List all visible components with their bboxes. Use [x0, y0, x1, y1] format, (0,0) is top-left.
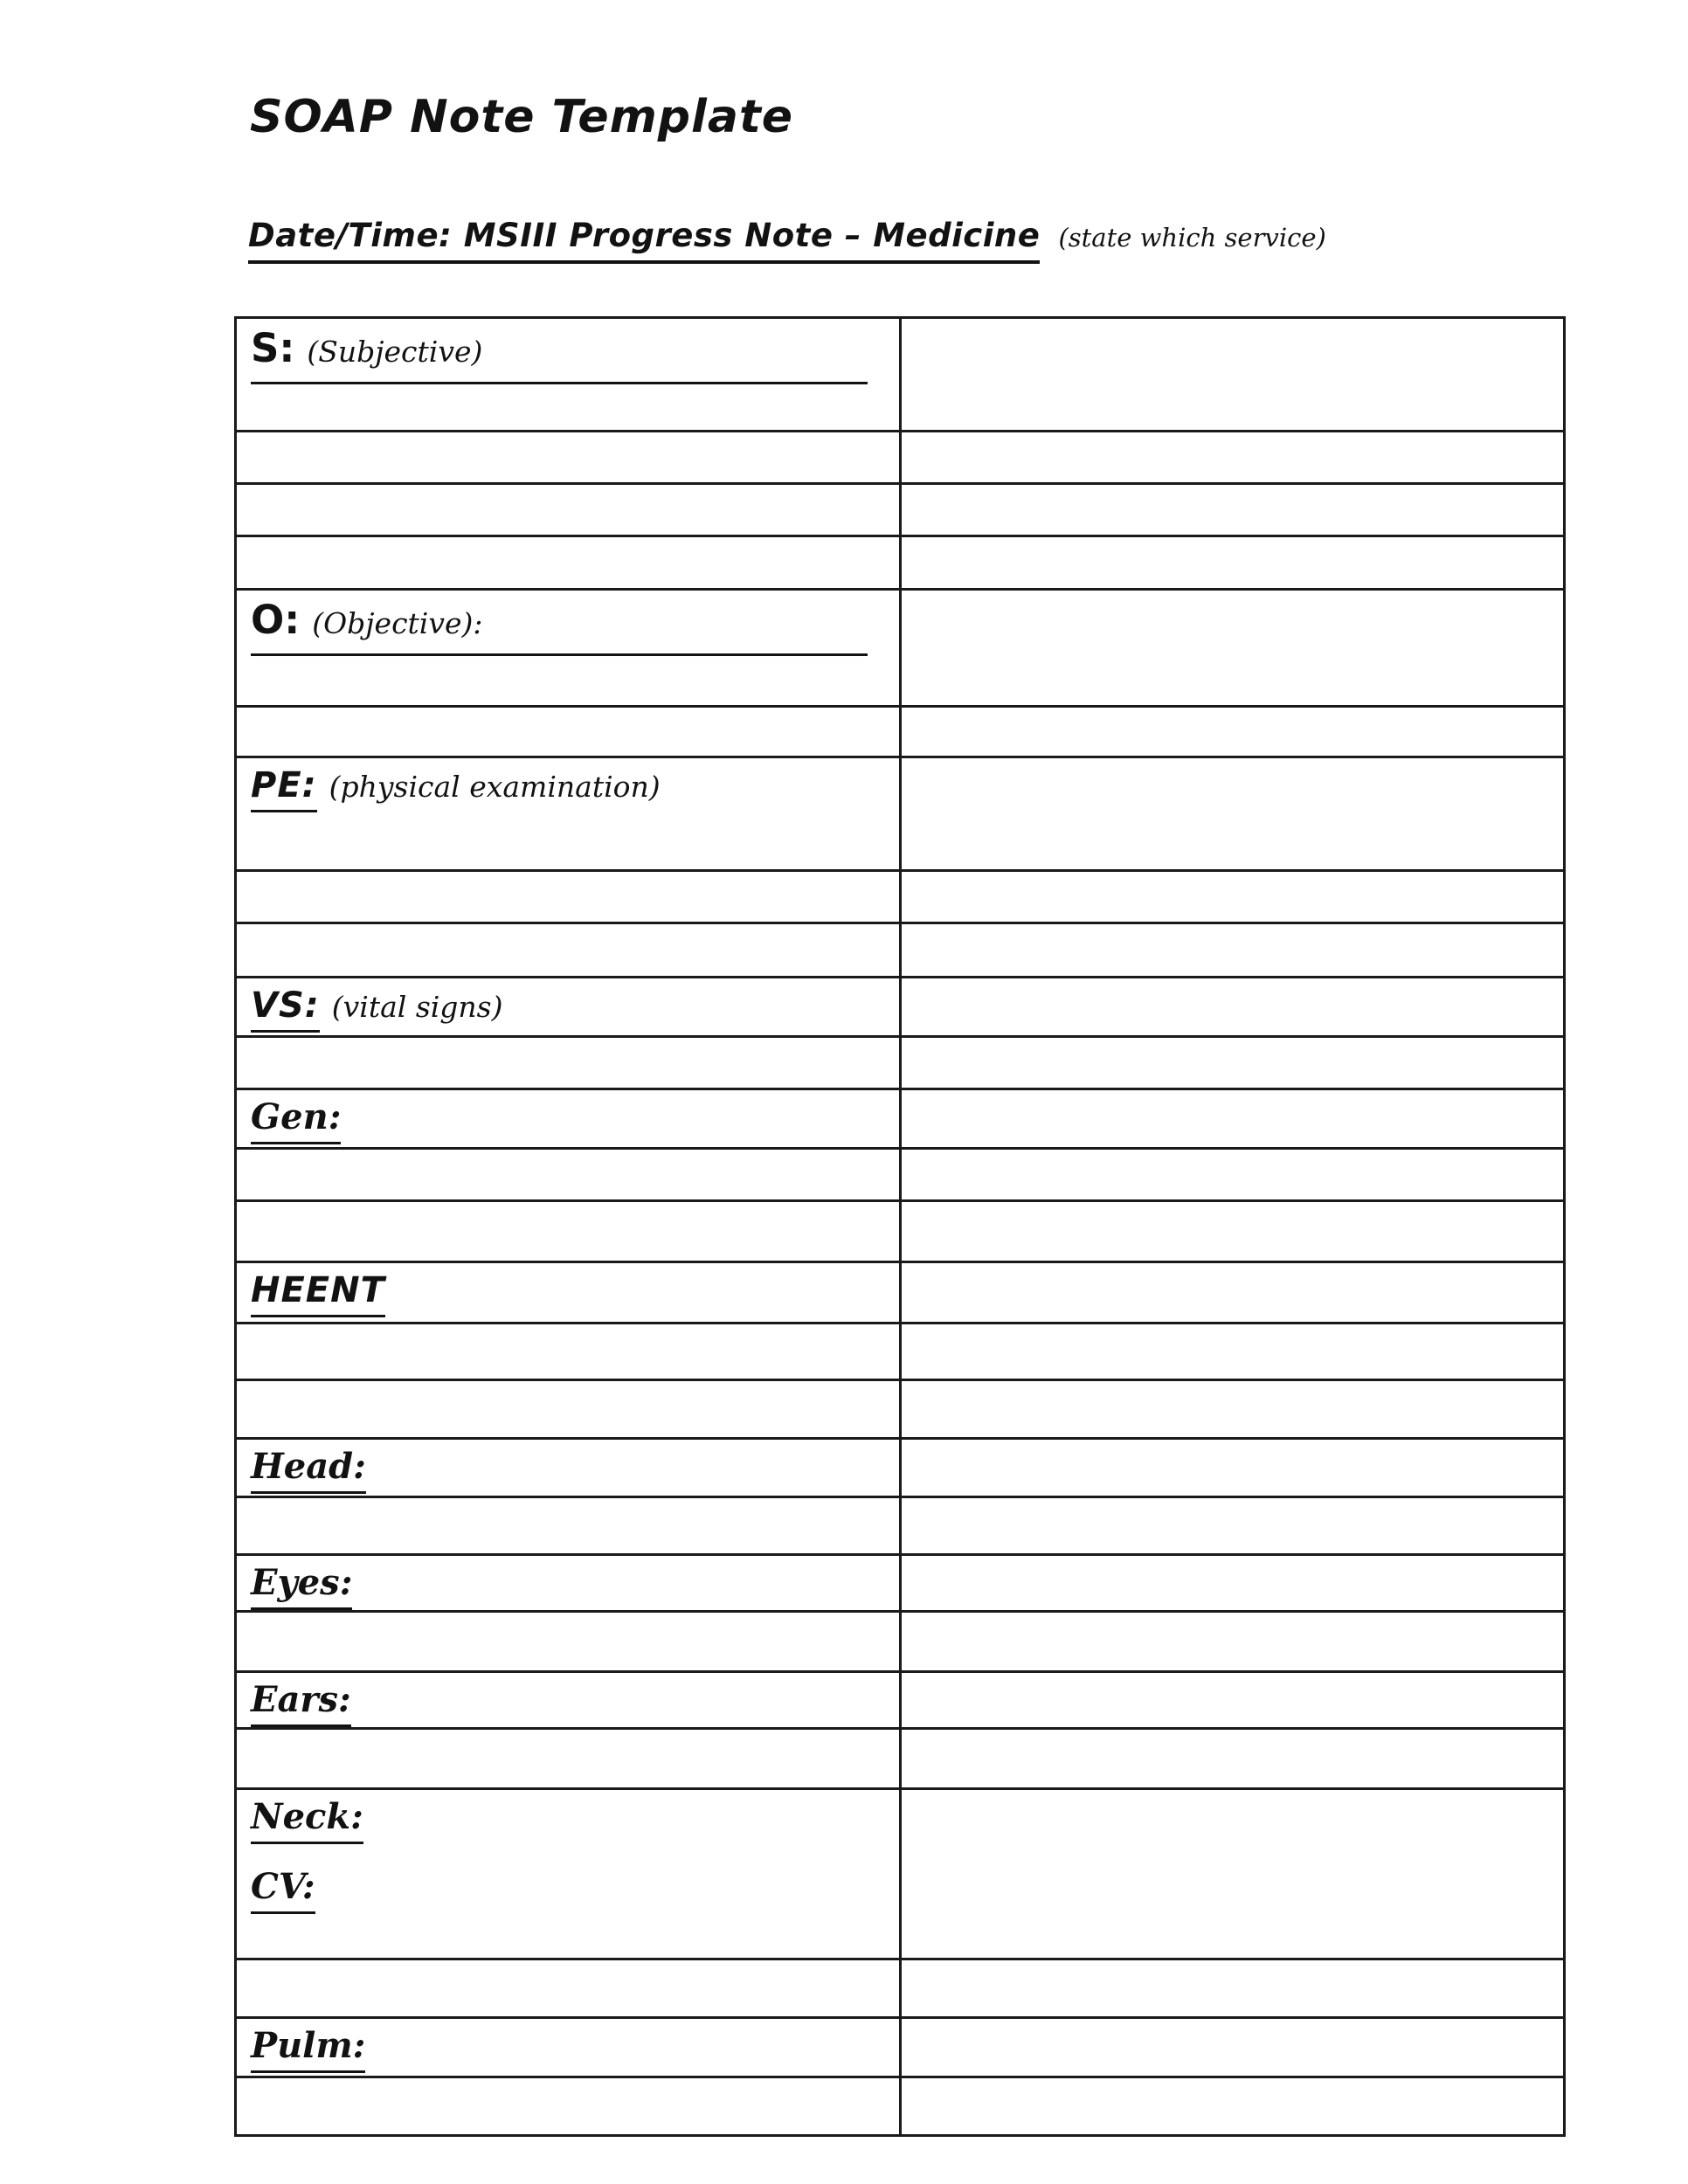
- label-cell-head: [236, 1439, 901, 1497]
- table-row: [236, 871, 1565, 923]
- entry-cell[interactable]: [900, 1555, 1565, 1612]
- page-title: SOAP Note Template: [250, 91, 794, 143]
- label-cell-neck: [236, 1789, 901, 1959]
- entry-cell[interactable]: [900, 1497, 1565, 1555]
- field-line-s: [251, 326, 868, 384]
- field-line-o: [251, 598, 868, 656]
- entry-cell[interactable]: [900, 2018, 1565, 2077]
- table-row: [236, 1555, 1565, 1612]
- table-row: [236, 2018, 1565, 2077]
- table-row: [236, 1324, 1565, 1380]
- table-row: [236, 432, 1565, 484]
- field-line-pulm: [251, 2026, 887, 2073]
- field-line-pe: [251, 765, 887, 812]
- entry-cell[interactable]: [900, 1672, 1565, 1729]
- field-label-heent: HEENT: [251, 1270, 385, 1317]
- fill-cell-left[interactable]: [236, 1612, 901, 1672]
- fill-cell-left[interactable]: [236, 1380, 901, 1439]
- entry-cell[interactable]: [900, 590, 1565, 707]
- table-row: [236, 1089, 1565, 1149]
- fill-cell-left[interactable]: [236, 1497, 901, 1555]
- label-cell-eyes: [236, 1555, 901, 1612]
- fill-cell-left[interactable]: [236, 536, 901, 590]
- entry-cell[interactable]: [900, 707, 1565, 757]
- date-time-line: [248, 217, 1326, 264]
- field-line-neck: [251, 1797, 887, 1844]
- entry-cell[interactable]: [900, 1037, 1565, 1089]
- fill-cell-left[interactable]: [236, 1959, 901, 2018]
- table-row: [236, 1612, 1565, 1672]
- fill-cell-left[interactable]: [236, 484, 901, 536]
- fill-cell-left[interactable]: [236, 1729, 901, 1789]
- label-cell-pe: [236, 757, 901, 871]
- field-label-neck: Neck:: [251, 1797, 363, 1844]
- table-row: [236, 1037, 1565, 1089]
- entry-cell[interactable]: [900, 432, 1565, 484]
- entry-cell[interactable]: [900, 1324, 1565, 1380]
- field-label-pe: PE:: [251, 765, 317, 812]
- entry-cell[interactable]: [900, 1612, 1565, 1672]
- table-row: [236, 1201, 1565, 1262]
- service-hint: (state which service): [1058, 223, 1326, 252]
- field-sublabel-vs: (vital signs): [331, 990, 503, 1024]
- table-row: [236, 536, 1565, 590]
- soap-note-table: [234, 316, 1566, 2137]
- entry-cell[interactable]: [900, 1262, 1565, 1324]
- table-row: [236, 1497, 1565, 1555]
- fill-cell-left[interactable]: [236, 432, 901, 484]
- label-cell-gen: [236, 1089, 901, 1149]
- field-label-eyes: Eyes:: [251, 1563, 352, 1610]
- fill-cell-left[interactable]: [236, 871, 901, 923]
- entry-cell[interactable]: [900, 923, 1565, 978]
- label-cell-heent: [236, 1262, 901, 1324]
- entry-cell[interactable]: [900, 1089, 1565, 1149]
- fill-cell-left[interactable]: [236, 1324, 901, 1380]
- table-row: [236, 707, 1565, 757]
- field-line-ears: [251, 1680, 887, 1727]
- field-label-head: Head:: [251, 1447, 366, 1494]
- entry-cell[interactable]: [900, 1729, 1565, 1789]
- field-line-eyes: [251, 1563, 887, 1610]
- fill-cell-left[interactable]: [236, 1037, 901, 1089]
- field-label-cv: CV:: [251, 1867, 315, 1914]
- entry-cell[interactable]: [900, 2077, 1565, 2136]
- fill-cell-left[interactable]: [236, 923, 901, 978]
- field-line-head: [251, 1447, 887, 1494]
- table-row: [236, 923, 1565, 978]
- table-row: [236, 318, 1565, 432]
- field-label-vs: VS:: [251, 985, 320, 1033]
- field-label-pulm: Pulm:: [251, 2026, 365, 2073]
- entry-cell[interactable]: [900, 1789, 1565, 1959]
- date-time-heading: Date/Time: MSIII Progress Note – Medicine: [248, 217, 1040, 264]
- field-label-gen: Gen:: [251, 1097, 341, 1144]
- table-row: [236, 1380, 1565, 1439]
- label-cell-o: [236, 590, 901, 707]
- entry-cell[interactable]: [900, 1201, 1565, 1262]
- field-label-s: S:: [251, 325, 295, 371]
- table-row: [236, 1439, 1565, 1497]
- table-row: [236, 1262, 1565, 1324]
- fill-cell-left[interactable]: [236, 1149, 901, 1201]
- field-sublabel-o: (Objective):: [312, 606, 483, 640]
- field-line-vs: [251, 985, 887, 1033]
- table-row: [236, 1149, 1565, 1201]
- entry-cell[interactable]: [900, 757, 1565, 871]
- soap-table-body: [236, 318, 1565, 2136]
- field-line-cv: [251, 1867, 887, 1914]
- table-row: [236, 1672, 1565, 1729]
- table-row: [236, 978, 1565, 1037]
- entry-cell[interactable]: [900, 1380, 1565, 1439]
- table-row: [236, 2077, 1565, 2136]
- field-line-heent: [251, 1270, 887, 1317]
- entry-cell[interactable]: [900, 1959, 1565, 2018]
- entry-cell[interactable]: [900, 871, 1565, 923]
- label-cell-pulm: [236, 2018, 901, 2077]
- fill-cell-left[interactable]: [236, 707, 901, 757]
- table-row: [236, 590, 1565, 707]
- table-row: [236, 1789, 1565, 1959]
- field-line-gen: [251, 1097, 887, 1144]
- table-row: [236, 1729, 1565, 1789]
- label-cell-ears: [236, 1672, 901, 1729]
- entry-cell[interactable]: [900, 1439, 1565, 1497]
- label-cell-vs: [236, 978, 901, 1037]
- fill-cell-left[interactable]: [236, 2077, 901, 2136]
- entry-cell[interactable]: [900, 318, 1565, 432]
- table-row: [236, 484, 1565, 536]
- entry-cell[interactable]: [900, 978, 1565, 1037]
- table-row: [236, 1959, 1565, 2018]
- entry-cell[interactable]: [900, 1149, 1565, 1201]
- entry-cell[interactable]: [900, 536, 1565, 590]
- field-sublabel-s: (Subjective): [307, 335, 483, 369]
- field-sublabel-pe: (physical examination): [329, 770, 661, 804]
- table-row: [236, 757, 1565, 871]
- entry-cell[interactable]: [900, 484, 1565, 536]
- field-label-o: O:: [251, 597, 301, 643]
- field-label-ears: Ears:: [251, 1680, 351, 1727]
- fill-cell-left[interactable]: [236, 1201, 901, 1262]
- label-cell-s: [236, 318, 901, 432]
